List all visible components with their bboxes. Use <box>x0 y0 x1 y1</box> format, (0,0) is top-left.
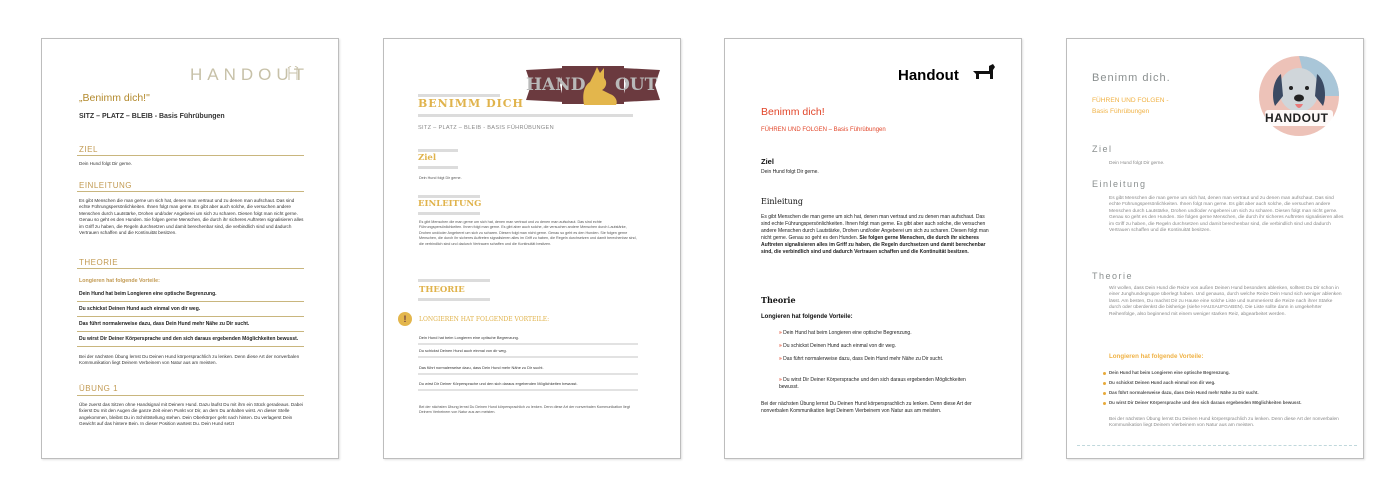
benefit-item: Dein Hund hat beim Longieren eine optische Begrenzung. <box>1109 370 1230 375</box>
handout-page-4[interactable] <box>1066 38 1364 459</box>
bullet-dot-icon <box>1103 372 1106 375</box>
einleitung-text: Es gibt Menschen die man gerne um sich hat, denen man vertraut und zu denen man aufschaut. Das sind echte Führungspersönlichkeiten. Ihnen folgt man gerne. Es gibt aber auch solche, die versuchen andere Menschen durch Lautstärke, Drohen und/oder Angeberei um sich zu scharen. Diesen folgt man nicht gerne. Genau so geht es den Hunden. Sie folgen gerne Menschen, die durch ihr sicheres Auftreten signalisieren alles im Griff zu haben, die Regeln durchsetzen und damit berechenbar sind, die verbindlich sind und dadurch Vertrauen schaffen und die Kontinuität besitzen. <box>79 198 304 236</box>
bullet-dot-icon <box>1103 392 1106 395</box>
benefit-item: Du schickst Deinen Hund auch einmal von dir weg. <box>79 306 201 312</box>
section-heading-theorie: Theorie <box>1092 271 1134 281</box>
divider <box>77 316 304 317</box>
page-title: Benimm dich! <box>761 106 825 118</box>
handout-page-2[interactable] <box>383 38 681 459</box>
handout-page-3[interactable] <box>724 38 1022 459</box>
benefit-item: Du wirst Dir Deiner Körpersprache und den sich daraus ergebenden Möglichkeiten bewusst. <box>79 336 299 342</box>
page-title: Benimm dich. <box>1092 72 1171 84</box>
subtitle-line-1: FÜHREN UND FOLGEN - <box>1092 97 1169 104</box>
benefit-item: Das führt normalerweise dazu, dass Dein Hund mehr Nähe zu Dir sucht. <box>419 365 544 370</box>
closing-text: Bei der nächsten Übung lernst Du Deinen Hund körpersprachlich zu lenken. Denn diese Art der nonverbalen Kommunikation liegt Deinem Vierbeinem von Natur aus am meisten. <box>761 401 972 414</box>
vorteile-heading: Longieren hat folgende Vorteile: <box>761 314 853 320</box>
vorteile-heading: Longieren hat folgende Vorteile: <box>1109 353 1204 360</box>
divider <box>418 389 638 391</box>
bullet-dot-icon <box>1103 382 1106 385</box>
divider <box>77 268 304 269</box>
benefit-item: Dein Hund hat beim Longieren eine optische Begrenzung. <box>79 291 217 297</box>
divider <box>77 346 304 347</box>
arrow-icon: » <box>779 330 782 336</box>
subtitle-line-2: Basis Führübungen <box>1092 108 1150 115</box>
heading-bar <box>418 195 480 198</box>
benefit-item: Du schickst Deinen Hund auch einmal von dir weg. <box>419 348 507 353</box>
benefit-text: Dein Hund hat beim Longieren eine optische Begrenzung. <box>783 330 912 336</box>
heading-bar <box>418 298 490 301</box>
banner-text-left: HAND <box>526 75 586 95</box>
closing-text: Bei der nächsten Übung lernst Du Deinen Hund körpersprachlich zu lenken. Denn diese Art der nonverbalen Kommunikation liegt Deinem Vierbeinem von Natur aus am meisten. <box>1109 417 1339 429</box>
benefit-item: Du wirst Dir Deiner Körpersprache und den sich daraus ergebenden Möglichkeiten bewusst. <box>419 381 578 386</box>
divider <box>418 343 638 345</box>
benefit-item: Du wirst Dir Deiner Körpersprache und den sich daraus ergebenden Möglichkeiten bewusst. <box>1109 400 1302 405</box>
uebung-text: Übe zuerst das Sitzen ohne Handsignal mit Deinem Hund. Dazu läufst Du mit ihm ein Stück geradeaus. Dabei fixierst Du mit den Augen die ganze Zeit einen Punkt vor Dir, an dem Du anhalten wirst. An dieser Stelle angekommen, bleibst Du in Schrittstellung stehen. Dein Oberkörper geht nach hinten. Du verlagerst Dein Gewicht auf das hintere Bein. In dieser Position wartest Du. Dein Hund setzt <box>79 402 303 427</box>
page-title: „Benimm dich!" <box>79 92 150 104</box>
divider <box>418 356 638 358</box>
bullet-dot-icon <box>1103 402 1106 405</box>
benefit-item: Das führt normalerweise dazu, dass Dein Hund mehr Nähe zu Dir sucht. <box>79 321 250 327</box>
divider <box>77 155 304 156</box>
benefit-item: Du schickst Deinen Hund auch einmal von dir weg. <box>1109 380 1216 385</box>
theorie-text: Wir wollen, dass Dein Hund die Reize von außen Deinen Hund besonders ablenken, solltest Du Dir schon in einer Junghundegruppe überlegt haben. Und genauso, durch welche Reize Dein Hund sich weniger ablenken lässt. Am besten, Du machst Dir zu Hause eine solche Liste und nummerierst die Reize nach ihrer Stärke durch oder überdenkst die bisherige (siehe HAUSAUFGABEN). Die Liste sollte dann in umgekehrter Reihenfolge, also beginnend mit einem weniger starken Reiz, abgearbeitet werden. <box>1109 286 1342 317</box>
ziel-text: Dein Hund folgt Dir gerne. <box>761 169 819 175</box>
info-icon: ! <box>398 312 412 326</box>
handout-logo: HANDOUT <box>190 65 310 84</box>
section-heading-theorie: THEORIE <box>79 258 119 267</box>
heading-bar <box>418 279 490 282</box>
benefit-text: Das führt normalerweise dazu, dass Dein Hund mehr Nähe zu Dir sucht. <box>783 356 944 362</box>
ziel-text: Dein Hund folgt Dir gerne. <box>79 161 133 166</box>
arrow-icon: » <box>779 377 782 383</box>
title-bar <box>418 114 633 117</box>
einleitung-text: Es gibt Menschen die man gerne um sich hat, denen man vertraut und zu denen man aufschaut. Das sind echte Führungspersönlichkeiten. Ihnen folgt man gerne. Es gibt aber auch solche, die versuchen andere Menschen durch Lautstärke, Drohen und/oder Angeberei um sich zu scharen. Diesen folgt man nicht gerne. Genau so geht es den Hunden. Sie folgen gerne Menschen, die durch ihr sicheres Auftreten signalisieren alles im Griff zu haben, die Regeln durchsetzen und damit berechenbar sind, die verbindlich sind und dadurch Vertrauen schaffen und die Kontinuität besitzen. <box>1109 196 1344 234</box>
benefit-text: Du schickst Deinen Hund auch einmal von dir weg. <box>783 343 897 349</box>
vorteile-heading: LONGIEREN HAT FOLGENDE VORTEILE: <box>419 316 550 323</box>
vorteile-heading: Longieren hat folgende Vorteile: <box>79 278 160 284</box>
dog-icon <box>286 66 300 82</box>
section-heading-uebung: ÜBUNG 1 <box>79 384 119 393</box>
banner-text-right: OUT <box>615 75 658 95</box>
arrow-icon: » <box>779 343 782 349</box>
handout-page-1[interactable] <box>41 38 339 459</box>
einleitung-plain: Es gibt Menschen die man gerne um sich hat, denen man vertraut und zu denen man aufschaut. Das sind echte Führungspersönlichkeiten. Ihnen folgt man gerne. Es gibt aber auch solche, die versuchen andere Menschen durch Lautstärke, Drohen und/oder Angeberei um sich zu scharen. Diesen folgt man nicht gerne. Genau so geht es den Hunden. <box>761 214 989 241</box>
section-heading-ziel: Ziel <box>1092 144 1113 154</box>
handout-logo: HANDOUT <box>1265 111 1329 125</box>
page-subtitle <box>1092 95 1169 117</box>
divider <box>77 191 304 192</box>
section-heading-ziel: Ziel <box>761 157 774 166</box>
dashed-divider <box>1077 445 1357 446</box>
einleitung-text <box>761 214 989 256</box>
divider <box>418 373 638 375</box>
divider <box>77 331 304 332</box>
section-heading-ziel: Ziel <box>418 153 437 163</box>
page-title: BENIMM DICH <box>418 97 524 110</box>
heading-bar <box>418 212 480 215</box>
benefit-item <box>779 377 979 391</box>
section-heading-einleitung: EINLEITUNG <box>418 199 482 209</box>
section-heading-theorie: Theorie <box>761 295 796 305</box>
page-subtitle: SITZ – PLATZ – BLEIB - BASIS FÜHRÜBUNGEN <box>418 125 554 131</box>
benefit-item: Das führt normalerweise dazu, dass Dein Hund mehr Nähe zu Dir sucht. <box>1109 390 1259 395</box>
closing-text: Bei der nächsten Übung lernst Du Deinen Hund körpersprachlich zu lenken. Denn diese Art der nonverbalen Kommunikation liegt Deinem Verbeinem von Natur aus am meisten. <box>419 405 630 415</box>
heading-bar <box>418 149 458 152</box>
arrow-icon: » <box>779 356 782 362</box>
benefit-text: Du wirst Dir Deiner Körpersprache und den sich daraus ergebenden Möglichkeiten bewusst. <box>779 377 966 390</box>
closing-text: Bei der nächsten Übung lernst Du Deinen Hund körpersprachlich zu lenken. Denn diese Art der nonverbalen Kommunikation liegt Deinem Verbeinem von Natur aus am meisten. <box>79 354 300 366</box>
page-subtitle: FÜHREN UND FOLGEN – Basis Führübungen <box>761 127 886 133</box>
einleitung-text: Es gibt Menschen die man gerne um sich hat, denen man vertraut und zu denen man aufschaut. Das sind echte Führungspersönlichkeiten. Ihnen folgt man gerne. Es gibt aber auch solche, die versuchen andere Menschen durch Lautstärke, Drohen und/oder Angeberei um sich zu scharen. Diesen folgt man nicht gerne. Genau so geht es den Hunden. Sie folgen gerne Menschen, die durch ihr sicheres Auftreten signalisieren alles im Griff zu haben, die Regeln durchsetzen und damit berechenbar sind, die verbindlich sind und dadurch Vertrauen schaffen und die Kontinuität besitzen. <box>419 220 637 246</box>
section-heading-ziel: ZIEL <box>79 145 98 154</box>
benefit-item: Dein Hund hat beim Longieren eine optische Begrenzung. <box>419 335 519 340</box>
section-heading-theorie: THEORIE <box>419 285 465 295</box>
einleitung-bold: Sie folgen gerne Menschen, die durch ihr sicheres Auftreten signalisieren alles im Griff zu haben, die Regeln durchsetzen und damit berechenbar sind, die verbindlich sind und dadurch Vertrauen schaffen und die Kontinuität besitzen. <box>761 235 986 255</box>
section-heading-einleitung: Einleitung <box>1092 179 1147 189</box>
page-subtitle: SITZ – PLATZ – BLEIB - Basis Führübungen <box>79 113 225 120</box>
handout-logo: Handout <box>898 67 959 84</box>
section-heading-einleitung: Einleitung <box>761 197 804 206</box>
ziel-text: Dein Hund folgt Dir gerne. <box>1109 161 1165 166</box>
dog-icon <box>971 63 997 85</box>
divider <box>77 395 304 396</box>
section-heading-einleitung: EINLEITUNG <box>79 181 133 190</box>
ziel-text: Dein Hund folgt Dir gerne. <box>419 176 462 180</box>
benefit-item <box>779 343 896 350</box>
heading-bar <box>418 166 458 169</box>
dog-badge-illustration <box>1249 52 1349 138</box>
benefit-item <box>779 356 979 363</box>
benefit-item <box>779 330 912 337</box>
divider <box>77 301 304 302</box>
